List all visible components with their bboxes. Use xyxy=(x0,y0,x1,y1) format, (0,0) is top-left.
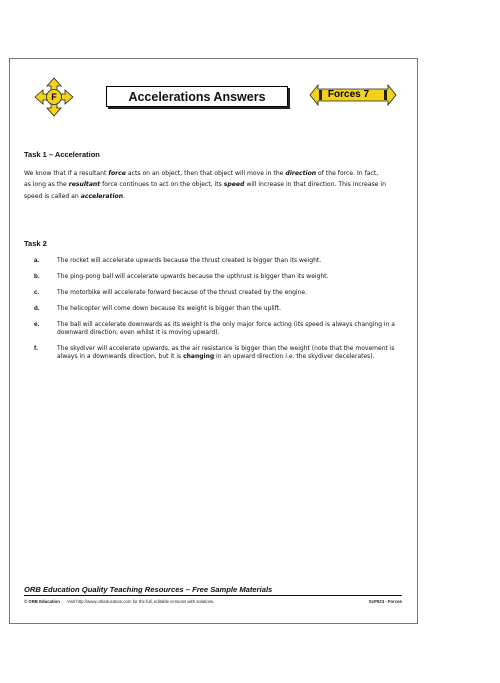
task1-paragraph xyxy=(24,168,386,202)
item-text: The ball will accelerate downwards as its weight is the only major force acting (its speed is always changing in a downward direction, even whilst it is moving upward). xyxy=(57,321,395,336)
item-text-emphasis: changing xyxy=(183,353,215,360)
task1-heading: Task 1 – Acceleration xyxy=(24,150,100,159)
keyword-direction: direction xyxy=(285,170,317,177)
task2-heading: Task 2 xyxy=(24,239,47,248)
logo-letter: F xyxy=(51,92,57,103)
footer-divider xyxy=(24,595,402,596)
item-letter: c. xyxy=(34,289,40,296)
item-text: The rocket will accelerate upwards because the thrust created is bigger than its weight. xyxy=(57,257,322,264)
item-letter: a. xyxy=(34,257,40,264)
footer-visit-text: Visit http://www.orbeducation.com for the full, editable versions with solutions. xyxy=(67,599,215,604)
item-text: The helicopter will come down because its weight is bigger than the uplift. xyxy=(57,305,281,312)
item-letter: d. xyxy=(34,305,40,312)
worksheet-page xyxy=(9,58,418,624)
item-text: The motorbike will accelerate forward because of the thrust created by the engine. xyxy=(57,289,307,296)
text-segment: force continues to act on the object, its xyxy=(100,181,224,189)
item-text-before: The skydiver will accelerate upwards, as the air resistance is bigger than the weight (note that the movement is always in a downwards direction, but it is xyxy=(57,345,395,360)
text-segment: We know that if a resultant xyxy=(24,170,109,177)
text-segment: acts on an object, then that object will move in the xyxy=(125,170,286,177)
page-title-text: Accelerations Answers xyxy=(128,89,266,104)
keyword-resultant: resultant xyxy=(68,181,101,189)
forces-badge-label: Forces 7 xyxy=(327,89,370,100)
keyword-speed: speed xyxy=(223,181,245,189)
footer-title: ORB Education Quality Teaching Resources – Free Sample Materials xyxy=(24,585,273,594)
footer-code: ScP023 - Forces xyxy=(368,599,402,604)
item-text-after: in an upward direction i.e. the skydiver decelerates). xyxy=(214,353,375,360)
page-title xyxy=(106,86,288,107)
footer-info xyxy=(24,599,402,604)
keyword-force: force xyxy=(108,170,126,177)
item-letter: f. xyxy=(34,345,38,352)
text-segment: . xyxy=(123,192,125,200)
item-text: The ping-pong ball will accelerate upwards because the upthrust is bigger than its weight. xyxy=(57,273,329,280)
item-letter: b. xyxy=(34,273,40,280)
forces-logo-icon xyxy=(34,77,74,117)
text-segment: of the force. In fact, as long as the xyxy=(24,170,379,189)
item-text xyxy=(57,345,397,361)
footer-copyright: © ORB Education xyxy=(24,599,60,604)
item-letter: e. xyxy=(34,321,40,328)
keyword-acceleration: acceleration xyxy=(80,192,124,200)
text-segment: will increase in that direction. This increase in speed is called an xyxy=(24,181,386,200)
